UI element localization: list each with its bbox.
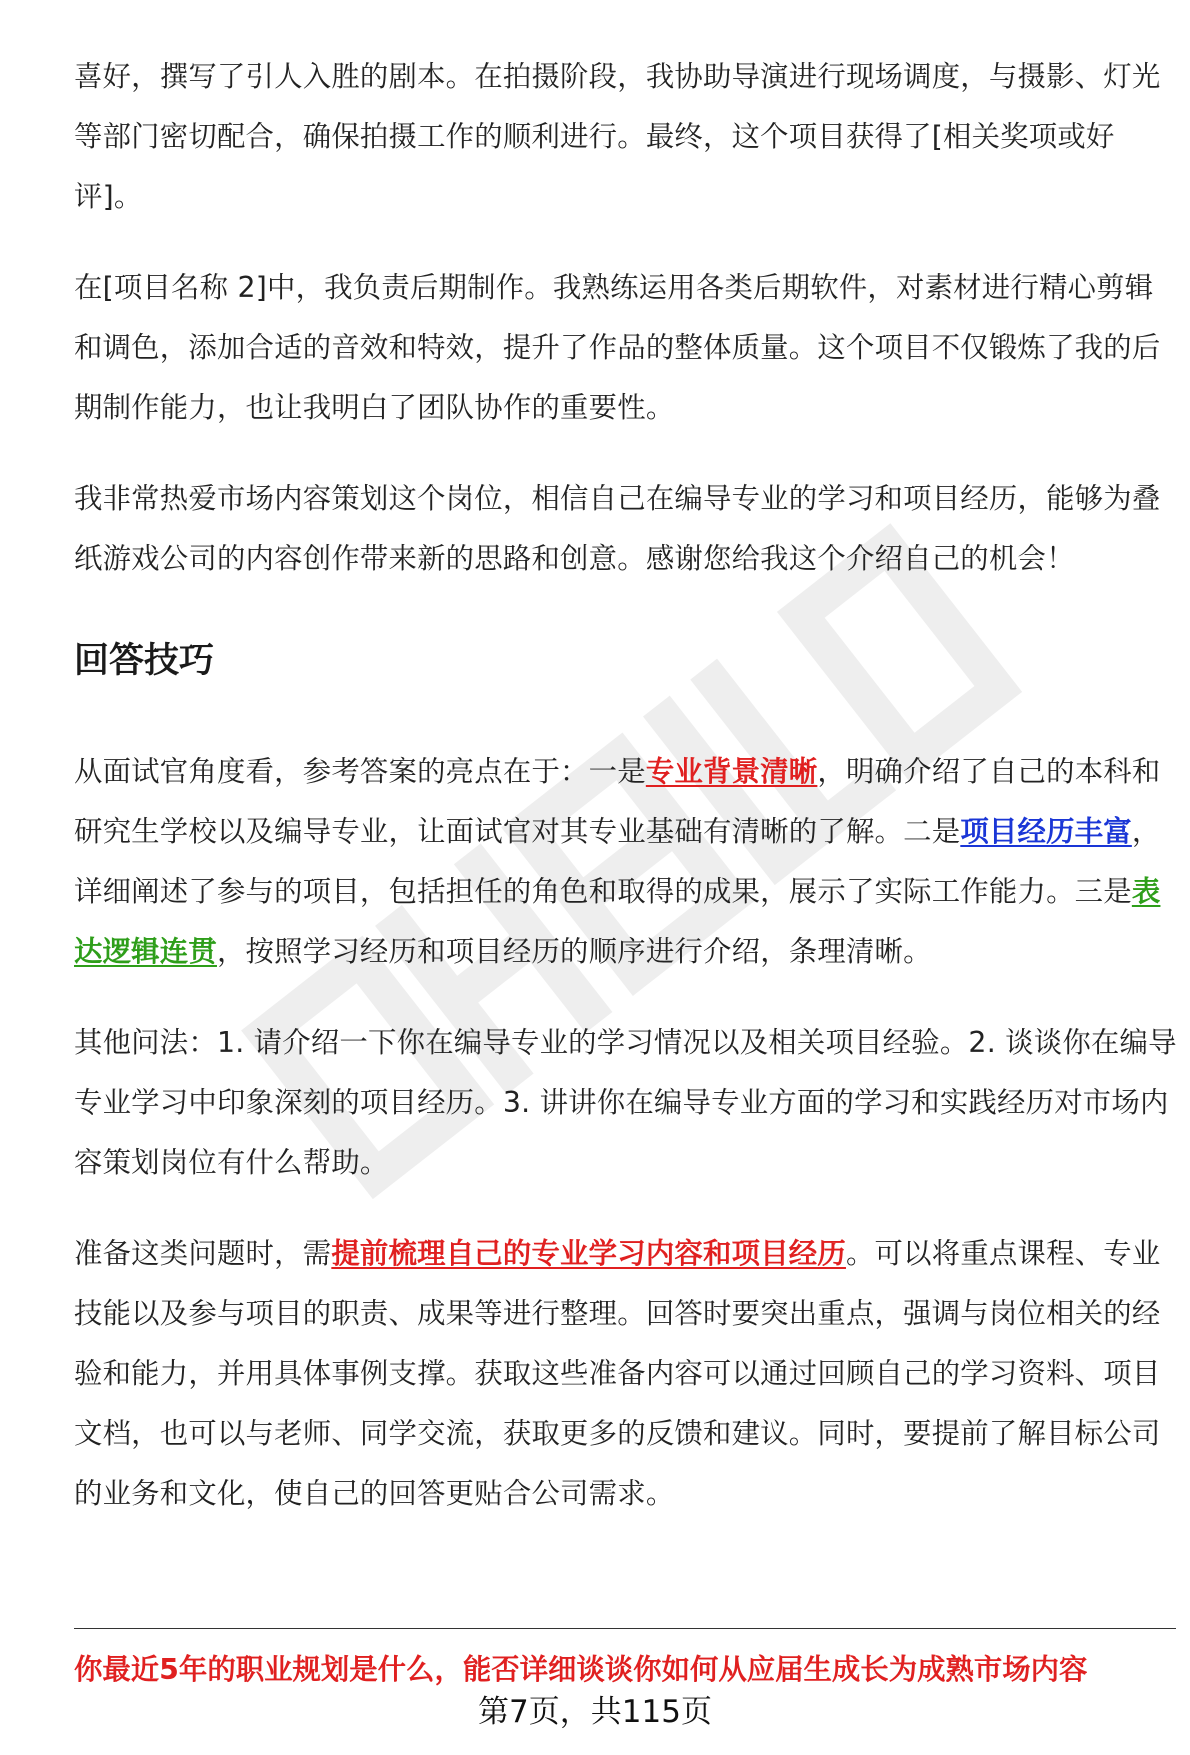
tips-text-3: ，按照学习经历和项目经历的顺序进行介绍，条理清晰。 — [216, 935, 932, 968]
prep-before-text: 准备这类问题时，需 — [74, 1237, 332, 1270]
tips-text-1: ，明确介绍了自己的本科和研究生学校以及编导专业，让面试官对其专业基础有清晰的了解。二是 — [74, 755, 1161, 848]
highlight-prepare-in-advance: 提前梳理自己的专业学习内容和项目经历 — [331, 1237, 846, 1270]
document-body — [74, 47, 1180, 1555]
footer-divider — [74, 1628, 1176, 1629]
highlight-professional-background: 专业背景清晰 — [645, 755, 818, 788]
paragraph-closing: 我非常热爱市场内容策划这个岗位，相信自己在编导专业的学习和项目经历，能够为叠纸游戏公司的内容创作带来新的思路和创意。感谢您给我这个介绍自己的机会！ — [74, 482, 1161, 575]
paragraph-tips — [74, 742, 1180, 982]
paragraph-other-asks: 其他问法：1. 请介绍一下你在编导专业的学习情况以及相关项目经验。2. 谈谈你在编导专业学习中印象深刻的项目经历。3. 讲讲你在编导专业方面的学习和实践经历对市场内容策划岗位有什么帮助。 — [74, 1026, 1177, 1179]
section-title-answer-tips: 回答技巧 — [74, 641, 215, 681]
highlight-logical-expression: 表达逻辑连贯 — [74, 875, 1161, 968]
paragraph-project-1-end: 喜好，撰写了引人入胜的剧本。在拍摄阶段，我协助导演进行现场调度，与摄影、灯光等部门密切配合，确保拍摄工作的顺利进行。最终，这个项目获得了[相关奖项或好评]。 — [74, 60, 1161, 213]
tips-intro-text: 从面试官角度看，参考答案的亮点在于：一是 — [74, 755, 646, 788]
highlight-rich-projects: 项目经历丰富 — [960, 815, 1132, 848]
page-number: 第7页，共115页 — [478, 1694, 712, 1730]
prep-after-text: 。可以将重点课程、专业技能以及参与项目的职责、成果等进行整理。回答时要突出重点，强调与岗位相关的经验和能力，并用具体事例支撑。获取这些准备内容可以通过回顾自己的学习资料、项目文档，也可以与老师、同学交流，获取更多的反馈和建议。同时，要提前了解目标公司的业务和文化，使自己的回答更贴合公司需求。 — [74, 1237, 1161, 1510]
tips-text-2: ，详细阐述了参与的项目，包括担任的角色和取得的成果，展示了实际工作能力。三是 — [74, 815, 1161, 908]
next-question-title: 你最近5年的职业规划是什么，能否详细谈谈你如何从应届生成长为成熟市场内容 — [74, 1653, 1088, 1686]
paragraph-project-2: 在[项目名称 2]中，我负责后期制作。我熟练运用各类后期软件，对素材进行精心剪辑和调色，添加合适的音效和特效，提升了作品的整体质量。这个项目不仅锻炼了我的后期制作能力，也让我明白了团队协作的重要性。 — [74, 271, 1161, 424]
paragraph-preparation — [74, 1224, 1180, 1524]
